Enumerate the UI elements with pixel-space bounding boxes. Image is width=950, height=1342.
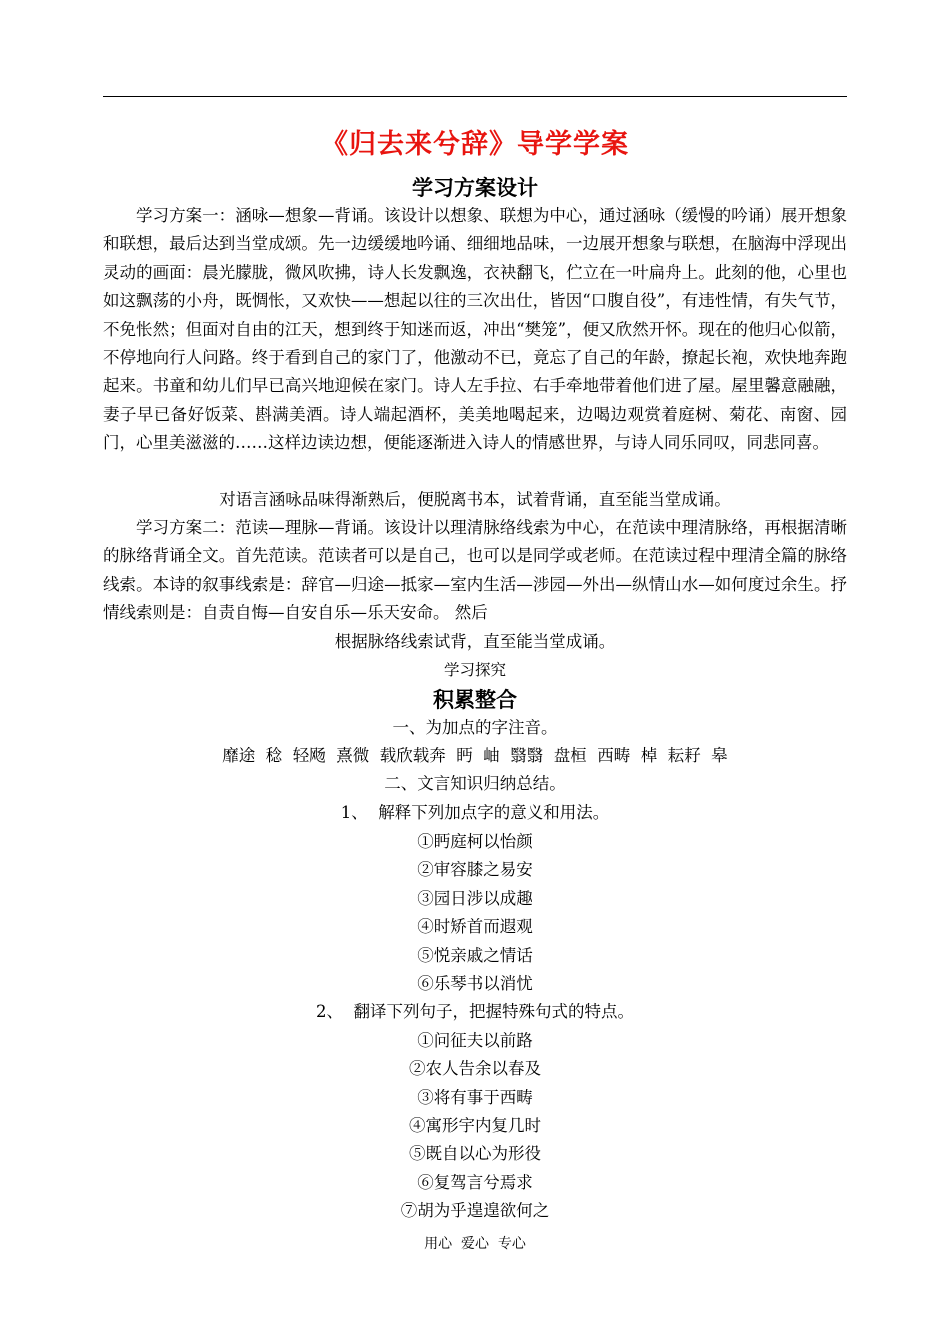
plan-two-paragraph: 学习方案二：范读—理脉—背诵。该设计以理清脉络线索为中心，在范读中理清脉络，再根据清晰的脉络背诵全文。首先范读。范读者可以是自己，也可以是同学或老师。在范读过程中理清全篇的脉络线索。本诗的叙事线索是：辞官—归途—抵家—室内生活—涉园—外出—纵情山水—如何度过余生。抒情线索则是：自责自悔—自安自乐—乐天安命。 然后: [103, 518, 847, 623]
list-item: ⑥复驾言兮焉求: [417, 1172, 533, 1192]
question-two-part-two: 2、 翻译下列句子，把握特殊句式的特点。: [316, 1002, 634, 1022]
plan-one-note: 对语言涵咏品味得渐熟后，便脱离书本，试着背诵，直至能当堂成诵。: [219, 490, 731, 509]
list-item: ④寓形宇内复几时: [409, 1115, 541, 1135]
list-item: ③将有事于西畴: [417, 1087, 533, 1107]
list-item: ④时矫首而遐观: [417, 917, 533, 937]
page-footer: 用心 爱心 专心: [424, 1236, 526, 1252]
question-two: 二、文言知识归纳总结。: [384, 774, 566, 793]
section-heading-plan-design: 学习方案设计: [412, 175, 538, 200]
list-item: ⑦胡为乎遑遑欲何之: [400, 1201, 550, 1221]
page-title: 《归去来兮辞》导学学案: [321, 129, 629, 160]
list-item: ⑤既自以心为形役: [409, 1144, 541, 1164]
list-item: ②农人告余以春及: [409, 1059, 541, 1079]
pronunciation-words: 靡途 稔 轻飏 熹微 载欣载奔 眄 岫 翳翳 盘桓 西畴 棹 耘耔 皋: [222, 746, 728, 765]
plan-two-ending: 根据脉络线索试背，直至能当堂成诵。: [334, 632, 616, 651]
list-item: ⑥乐琴书以消忧: [417, 973, 533, 993]
question-two-items: [0, 828, 950, 1225]
list-item: ②审容膝之易安: [417, 860, 533, 880]
plan-one-paragraph: 学习方案一：涵咏—想象—背诵。该设计以想象、联想为中心，通过涵咏（缓慢的吟诵）展开想象和联想，最后达到当堂成颂。先一边缓缓地吟诵、细细地品味，一边展开想象与联想，在脑海中浮现出灵动的画面：晨光朦胧，微风吹拂，诗人长发飘逸，衣袂翻飞，伫立在一叶扁舟上。此刻的他，心里也如这飘荡的小舟，既惆怅，又欢快——想起以往的三次出仕，皆因“口腹自役”，有违性情，有失气节，不免怅然；但面对自由的江天，想到终于知迷而返，冲出“樊笼”，便又欣然开怀。现在的他归心似箭，不停地向行人问路。终于看到自己的家门了，他激动不已，竟忘了自己的年龄，撩起长袍，欢快地奔跑起来。书童和幼儿们早已高兴地迎候在家门。诗人左手拉、右手牵地带着他们进了屋。屋里馨意融融，妻子早已备好饭菜、斟满美酒。诗人端起酒杯，美美地喝起来，边喝边观赏着庭树、菊花、南窗、园门，心里美滋滋的……这样边读边想，便能逐渐进入诗人的情感世界，与诗人同乐同叹，同悲同喜。: [103, 206, 847, 453]
question-one: 一、为加点的字注音。: [392, 718, 558, 737]
question-two-part-one: 1、 解释下列加点字的意义和用法。: [340, 803, 610, 822]
list-item: ①眄庭柯以怡颜: [417, 832, 533, 851]
inquiry-label: 学习探究: [443, 661, 506, 679]
header-rule: [103, 96, 847, 97]
list-item: ①问征夫以前路: [417, 1030, 533, 1050]
section-heading-accumulation: 积累整合: [433, 687, 517, 712]
list-item: ⑤悦亲戚之情话: [417, 945, 533, 965]
list-item: ③园日涉以成趣: [417, 888, 533, 908]
